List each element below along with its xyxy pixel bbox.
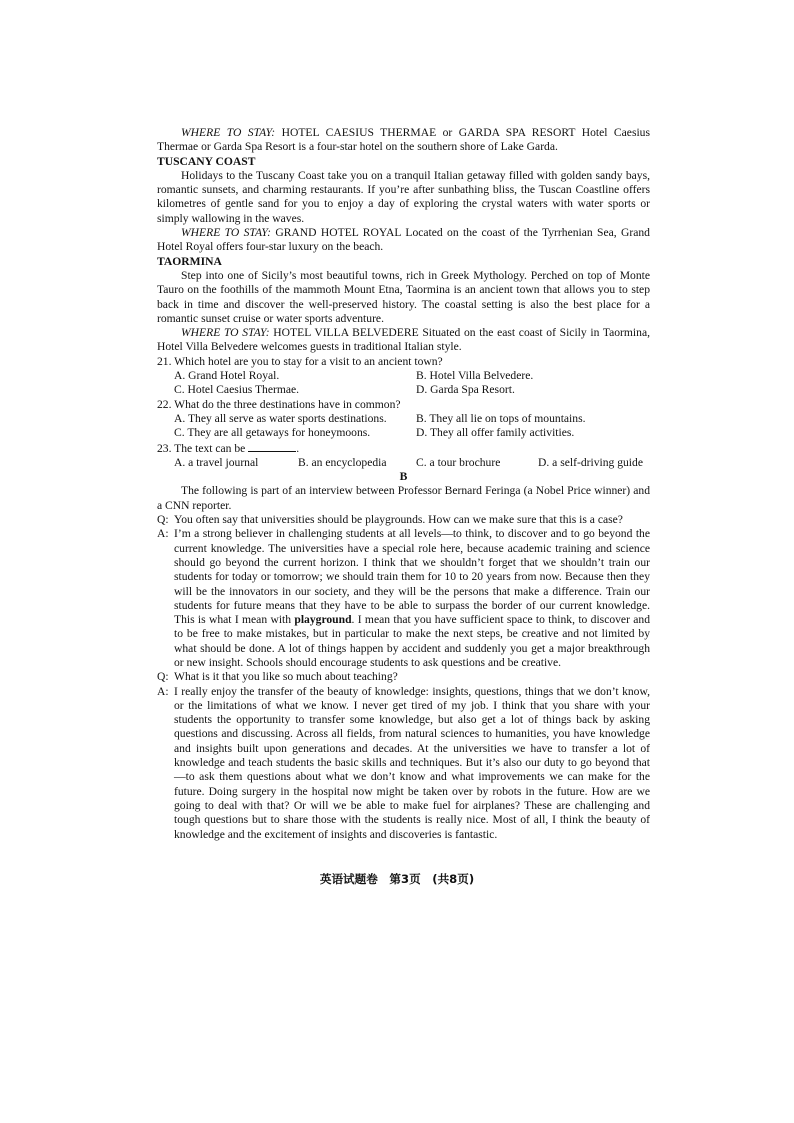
tuscany-paragraph: Holidays to the Tuscany Coast take you on a tranquil Italian getaway filled with golden sandy bays, romantic sunsets, and charming restaurants. If you’re after sunbathing bliss, the Tuscan Coastline offers kilometres of gentle sand for you to enjoy a day of exploring the crystal waters with water sports or simply wallowing in the waves. <box>157 168 650 225</box>
a-tag: A: <box>157 684 169 698</box>
interview-answer-2 <box>157 685 650 842</box>
option-a: A. Grand Hotel Royal. <box>174 369 280 383</box>
a-tag: A: <box>157 527 169 541</box>
keyword-playground: playground <box>294 613 352 627</box>
question-text: What is it that you like so much about teaching? <box>174 670 398 684</box>
question-stem-text: 23. The text can be <box>157 441 246 455</box>
caesius-text: HOTEL CAESIUS THERMAE or GARDA SPA RESORT Hotel Caesius Thermae or Garda Spa Resort is a four-star hotel on the southern shore of Lake Garda. <box>157 126 650 154</box>
option-c: C. Hotel Caesius Thermae. <box>174 383 300 397</box>
question-stem: 22. What do the three destinations have in common? <box>157 397 401 411</box>
option-b: B. Hotel Villa Belvedere. <box>416 369 534 383</box>
answer-text: I really enjoy the transfer of the beauty of knowledge: insights, questions, things that we don’t know, or the limitations of what we know. I never get tired of my job. I think that you share with your students the opportunity to transfer some knowledge, but also get a lot of things back by asking questions and discussing. Across all fields, from natural sciences to humanities, you have knowledge and insights built upon generations and decades. At the universities we have to transfer a lot of knowledge and teach students the basic skills and techniques. But it’s also our duty to go beyond that—to ask them questions about what we don’t know and what improvements we can make for the future. Doing surgery in the hospital now might be taken over by robots in the future. How are we going to deal with that? Or will we be able to make fuel for airplanes? These are challenging and tough questions but to share those with the students is really nice. Most of all, I think the beauty of knowledge and the excitement of insights and discoveries is fantastic. <box>174 684 650 841</box>
option-c: C. a tour brochure <box>416 455 501 469</box>
option-b: B. an encyclopedia <box>298 455 387 469</box>
option-a: A. They all serve as water sports destinations. <box>174 411 387 425</box>
where-to-stay-label: WHERE TO STAY: <box>181 226 271 240</box>
question-options <box>157 412 650 441</box>
question-22 <box>157 398 650 441</box>
option-b: B. They all lie on tops of mountains. <box>416 411 586 425</box>
where-to-stay-label: WHERE TO STAY: <box>181 126 276 139</box>
option-d: D. They all offer family activities. <box>416 426 575 440</box>
page-content <box>157 126 650 842</box>
answer-part-2: . I mean that you have sufficient space to think, to discover and to be free to make mistakes, but in particular to make the next steps, be creative and not limited by what should be done. A lot of things happen by accident and suddenly you get a major breakthrough or new insight. Schools should encourage students to ask questions and be creative. <box>174 613 650 669</box>
interview-question-1 <box>157 513 650 527</box>
answer-text <box>174 527 650 670</box>
question-options <box>157 456 650 470</box>
question-stem-end: . <box>296 441 300 455</box>
q-tag: Q: <box>157 670 169 684</box>
question-23 <box>157 441 650 471</box>
tuscany-heading: TUSCANY COAST <box>157 154 256 168</box>
answer-part-1: I’m a strong believer in challenging students at all levels—to think, to discover and to go beyond the current knowledge. The universities have a special role here, because academic training and science should go beyond the current horizon. I think that we shouldn’t forget that we shouldn’t train our students for today or tomorrow; we should train them for 10 to 20 years from now. Because then they will be the innovators in our society, and they will be the persons that make a difference. Train our students for future means that they have to be able to surpass the border of our current knowledge. This is what I mean with <box>174 527 650 627</box>
question-21 <box>157 355 650 398</box>
interview-answer-1 <box>157 527 650 670</box>
where-to-stay-label: WHERE TO STAY: <box>181 326 270 340</box>
option-d: D. a self-driving guide <box>538 455 643 469</box>
q-tag: Q: <box>157 513 169 527</box>
taormina-stay-paragraph <box>157 326 650 355</box>
option-c: C. They are all getaways for honeymoons. <box>174 426 371 440</box>
section-b-label: B <box>399 470 408 484</box>
caesius-paragraph <box>157 126 650 155</box>
answer-blank <box>248 441 296 452</box>
question-text: You often say that universities should be playgrounds. How can we make sure that this is a case? <box>174 513 623 527</box>
question-stem <box>157 441 650 456</box>
taormina-heading: TAORMINA <box>157 254 222 268</box>
interview-intro: The following is part of an interview between Professor Bernard Feringa (a Nobel Price winner) and a CNN reporter. <box>157 484 650 512</box>
option-d: D. Garda Spa Resort. <box>416 383 515 397</box>
tuscany-stay-text: GRAND HOTEL ROYAL Located on the coast of the Tyrrhenian Sea, Grand Hotel Royal offers four-star luxury on the beach. <box>157 226 650 254</box>
tuscany-stay-paragraph <box>157 226 650 255</box>
taormina-stay-text: HOTEL VILLA BELVEDERE Situated on the east coast of Sicily in Taormina, Hotel Villa Belvedere welcomes guests in traditional Italian style. <box>157 326 650 354</box>
question-stem: 21. Which hotel are you to stay for a visit to an ancient town? <box>157 354 443 368</box>
taormina-paragraph: Step into one of Sicily’s most beautiful towns, rich in Greek Mythology. Perched on top of Monte Tauro on the foothills of the mammoth Mount Etna, Taormina is an ancient town that allows you to step back in time and discover the well-preserved history. The coastal setting is also the best place for a romantic sunset cruise or water sports adventure. <box>157 268 650 325</box>
page-footer: 英语试题卷 第3页 (共8页) <box>319 872 475 886</box>
interview-question-2 <box>157 670 650 684</box>
option-a: A. a travel journal <box>174 455 259 469</box>
question-options <box>157 369 650 398</box>
